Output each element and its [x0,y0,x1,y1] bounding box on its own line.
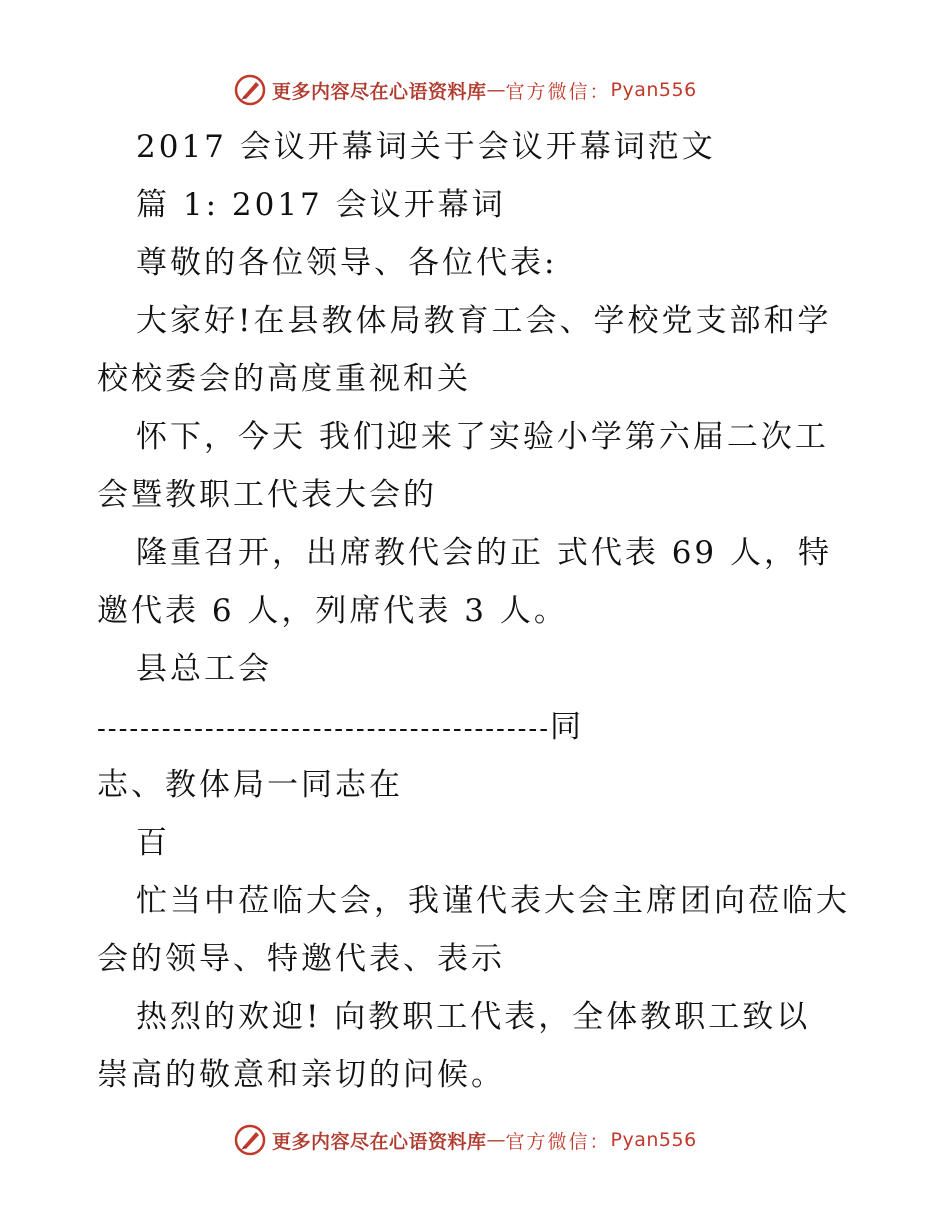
paragraph-line: 志、教体局一同志在 [97,767,403,803]
paragraph-line: 隆重召开，出席教代会的正 式代表 69 人，特 [136,535,833,571]
paragraph-line: 邀代表 6 人，列席代表 3 人。 [97,593,568,629]
banner-brand-text: 更多内容尽在心语资料库 [272,1130,487,1153]
section-heading: 篇 1: 2017 会议开幕词 [136,187,506,223]
paragraph-line: 大家好!在县教体局教育工会、学校党支部和学 [136,303,832,339]
quill-pen-logo-icon [234,74,266,106]
quill-pen-logo-icon [234,1124,266,1156]
dash-run: ------------------------------------------ [97,714,550,744]
paragraph-line: 崇高的敬意和亲切的问候。 [97,1057,505,1093]
paragraph-line: 怀下，今天 我们迎来了实验小学第六届二次工 [136,419,829,455]
header-watermark-banner [234,70,697,110]
paragraph-line: 忙当中莅临大会，我谨代表大会主席团向莅临大 [136,883,850,919]
banner-separator: — [486,1129,506,1151]
paragraph-line: 校校委会的高度重视和关 [97,361,471,397]
paragraph-line: 县总工会 [136,651,272,687]
banner-wechat-label: 官方微信： [505,80,611,103]
banner-separator: — [486,79,506,101]
dash-line-tail: 同 [549,709,584,745]
banner-wechat-id: Pyan556 [610,79,697,101]
paragraph-line: 会暨教职工代表大会的 [97,477,437,513]
banner-wechat-id: Pyan556 [610,1129,697,1151]
paragraph-line: 会的领导、特邀代表、表示 [97,941,505,977]
banner-wechat-label: 官方微信： [505,1130,611,1153]
footer-watermark-banner [234,1120,697,1160]
dash-separator-line [97,698,842,756]
paragraph-line: 百 [136,825,170,861]
banner-brand-text: 更多内容尽在心语资料库 [272,80,487,103]
document-title: 2017 会议开幕词关于会议开幕词范文 [136,129,716,165]
salutation: 尊敬的各位领导、各位代表: [136,245,558,281]
document-body [97,118,850,1104]
paragraph-line: 热烈的欢迎! 向教职工代表，全体教职工致以 [136,999,811,1035]
